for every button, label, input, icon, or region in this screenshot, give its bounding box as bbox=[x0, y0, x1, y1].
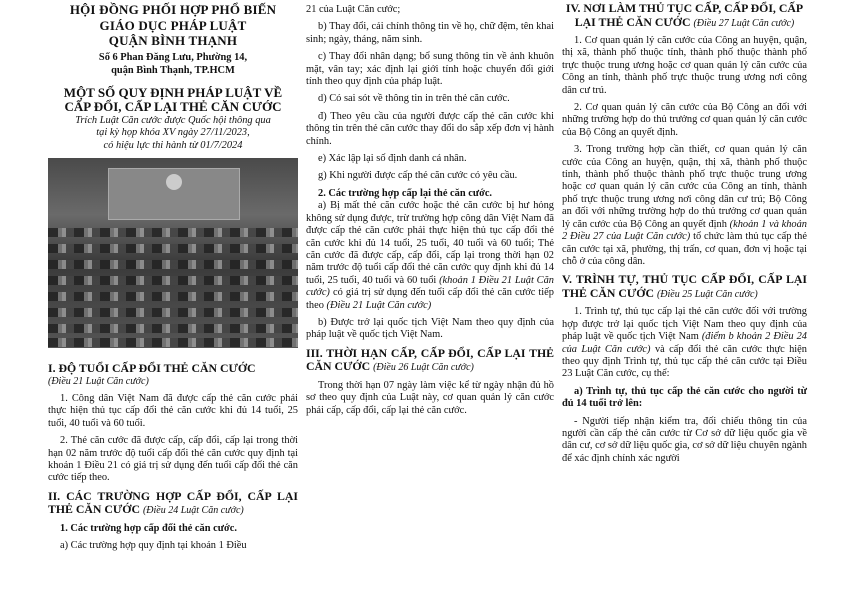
section-4-para-3: 3. Trong trường hợp cần thiết, cơ quan quản lý căn cước của Công an huyện, quận, thị xã, thành phố thuộc tỉnh, thành phố thuộc thành phố trực thuộc trung ương hoặc cơ quan quản lý căn cước của Công an tỉnh, thành phố trực thuộc trung ương nơi công dân cư trú; Bộ Công an đối với những trường hợp do thủ trưởng cơ quan quản lý căn cước của Bộ Công an quyết định (khoản 1 và khoản 2 Điều 27 của Luật Căn cước) tổ chức làm thủ tục cấp thẻ căn cước tại xã, phường, thị trấn, cơ quan, đơn vị hoặc tại chỗ ở của công dân. bbox=[562, 144, 808, 267]
doc-subtitle-line2: tại kỳ họp khóa XV ngày 27/11/2023, bbox=[96, 127, 250, 138]
item-b: b) Thay đổi, cải chính thông tin về họ, chữ đệm, tên khai sinh; ngày, tháng, năm sinh. bbox=[306, 21, 555, 45]
section-5-item-a1: - Người tiếp nhận kiểm tra, đối chiếu thông tin của người cần cấp thẻ căn cước từ Cơ sở dữ liệu quốc gia về dân cư, cơ sở dữ liệu quốc gia, cơ sở dữ liệu chuyên ngành để xác định chính xác người bbox=[562, 415, 807, 464]
section-2-heading-2: 2. Các trường hợp cấp lại thẻ căn cước. bbox=[318, 187, 493, 199]
item-2a: a) Bị mất thẻ căn cước hoặc thẻ căn cước bị hư hỏng không sử dụng được, trừ trường hợp công dân Việt Nam đã được cấp thẻ căn cước phải thực hiện thủ tục cấp đổi thẻ căn cước khi đủ 14 tuổi, 25 tuổi, 40 tuổi và 60 tuổi; Thẻ căn cước đã được cấp, cấp đổi, cấp lại trong thời hạn 02 năm trước độ tuổi cấp đổi thẻ căn cước quy định khi đủ 14 tuổi, 25 tuổi, 40 tuổi và 60 tuổi (khoản 1 Điều 21 Luật Căn cước) có giá trị sử dụng đến tuổi cấp đổi thẻ căn cước tiếp theo (Điều 21 Luật Căn cước) bbox=[306, 200, 554, 311]
doc-subtitle-line1: Trích Luật Căn cước được Quốc hội thông qua bbox=[75, 114, 271, 126]
item-e: e) Xác lập lại số định danh cá nhân. bbox=[318, 153, 467, 165]
national-assembly-hall-photo bbox=[48, 158, 298, 348]
section-3-para: Trong thời hạn 07 ngày làm việc kể từ ngày nhận đủ hồ sơ theo quy định của Luật này, cơ quan quản lý căn cước phải cấp, cấp đổi, cấp lại thẻ căn cước. bbox=[306, 379, 554, 416]
section-2-item-a: a) Các trường hợp quy định tại khoản 1 Điều bbox=[60, 540, 247, 552]
column-1 bbox=[48, 0, 298, 553]
column-3 bbox=[562, 0, 807, 465]
doc-title-line1: MỘT SỐ QUY ĐỊNH PHÁP LUẬT VỀ bbox=[63, 84, 283, 100]
national-emblem-icon bbox=[166, 174, 182, 190]
item-c: c) Thay đổi nhân dạng; bổ sung thông tin về ảnh khuôn mặt, vân tay; xác định lại giới tính hoặc chuyển đổi giới tính theo quy định của pháp luật. bbox=[306, 51, 554, 88]
address-line1: Số 6 Phan Đăng Lưu, Phường 14, bbox=[98, 51, 248, 63]
doc-subtitle-line3: có hiệu lực thi hành từ 01/7/2024 bbox=[103, 139, 243, 151]
section-1-title: I. ĐỘ TUỔI CẤP ĐỔI THẺ CĂN CƯỚC bbox=[48, 361, 256, 375]
item-2b: b) Được trở lại quốc tịch Việt Nam theo quy định của pháp luật về quốc tịch Việt Nam. bbox=[306, 316, 554, 341]
section-1-para-1: 1. Công dân Việt Nam đã được cấp thẻ căn cước phải thực hiện thủ tục cấp đổi thẻ căn cước khi đủ 14 tuổi, 25 tuổi, 40 tuổi và 60 tuổi. bbox=[48, 392, 298, 429]
column-2 bbox=[306, 0, 554, 417]
council-name-line2: GIÁO DỤC PHÁP LUẬT bbox=[99, 17, 247, 33]
doc-title-line2: CẤP ĐỔI, CẤP LẠI THẺ CĂN CƯỚC bbox=[64, 99, 282, 114]
section-2-title: II. CÁC TRƯỜNG HỢP CẤP ĐỔI, CẤP LẠI THẺ CĂN CƯỚC (Điều 24 Luật Căn cước) bbox=[48, 488, 298, 517]
section-2-heading-1: 1. Các trường hợp cấp đổi thẻ căn cước. bbox=[60, 522, 237, 534]
item-g: g) Khi người được cấp thẻ căn cước có yêu cầu. bbox=[318, 170, 518, 182]
section-3-title: III. THỜI HẠN CẤP, CẤP ĐỔI, CẤP LẠI THẺ CĂN CƯỚC (Điều 26 Luật Căn cước) bbox=[306, 345, 554, 374]
section-4-title: IV. NƠI LÀM THỦ TỤC CẤP, CẤP ĐỔI, CẤP LẠI THẺ CĂN CƯỚC (Điều 27 Luật Căn cước) bbox=[565, 1, 804, 29]
council-name-line1: HỘI ĐỒNG PHỐI HỢP PHỔ BIẾN bbox=[69, 2, 277, 17]
section-1-note: (Điều 21 Luật Căn cước) bbox=[48, 375, 149, 387]
address-line2: quận Bình Thạnh, TP.HCM bbox=[111, 64, 235, 76]
council-name-line3: QUẬN BÌNH THẠNH bbox=[108, 33, 238, 48]
section-1-para-2: 2. Thẻ căn cước đã được cấp, cấp đổi, cấp lại trong thời hạn 02 năm trước độ tuổi cấp đổi thẻ căn cước quy định tại khoản 1 Điều 21 có giá trị sử dụng đến tuổi cấp đổi thẻ căn cước tiếp theo. bbox=[48, 435, 298, 484]
section-5-para-1: 1. Trình tự, thủ tục cấp lại thẻ căn cước đối với trường hợp được trở lại quốc tịch Việt Nam theo quy định của pháp luật về quốc tịch Việt Nam (điểm b khoản 2 Điều 24 của Luật Căn cước) và cấp đổi thẻ căn cước thực hiện theo quy định Trình tự, thủ tục cấp thẻ căn cước tại Điều 23 Luật Căn cước, cụ thể: bbox=[562, 306, 807, 380]
item-d: d) Có sai sót về thông tin in trên thẻ căn cước. bbox=[318, 93, 510, 105]
item-dd: đ) Theo yêu cầu của người được cấp thẻ căn cước khi thông tin trên thẻ căn cước thay đổi do sắp xếp đơn vị hành chính. bbox=[306, 110, 554, 147]
col2-continuation: 21 của Luật Căn cước; bbox=[306, 4, 401, 15]
section-4-para-2: 2. Cơ quan quản lý căn cước của Bộ Công an đối với những trường hợp do thủ trưởng cơ quan quản lý căn cước của Bộ Công an quyết định. bbox=[562, 102, 807, 138]
section-4-para-1: 1. Cơ quan quản lý căn cước của Công an huyện, quận, thị xã, thành phố thuộc tỉnh, thành phố thuộc thành phố trực thuộc trung ương hoặc cơ quan quản lý căn cước của Công an tỉnh, thành phố trực thuộc trung ương nơi công dân cư trú. bbox=[562, 35, 807, 96]
section-5-item-a: a) Trình tự, thủ tục cấp thẻ căn cước cho người từ đủ 14 tuổi trở lên: bbox=[562, 385, 807, 410]
section-5-title: V. TRÌNH TỰ, THỦ TỤC CẤP ĐỔI, CẤP LẠI THẺ CĂN CƯỚC (Điều 25 Luật Căn cước) bbox=[562, 272, 807, 300]
